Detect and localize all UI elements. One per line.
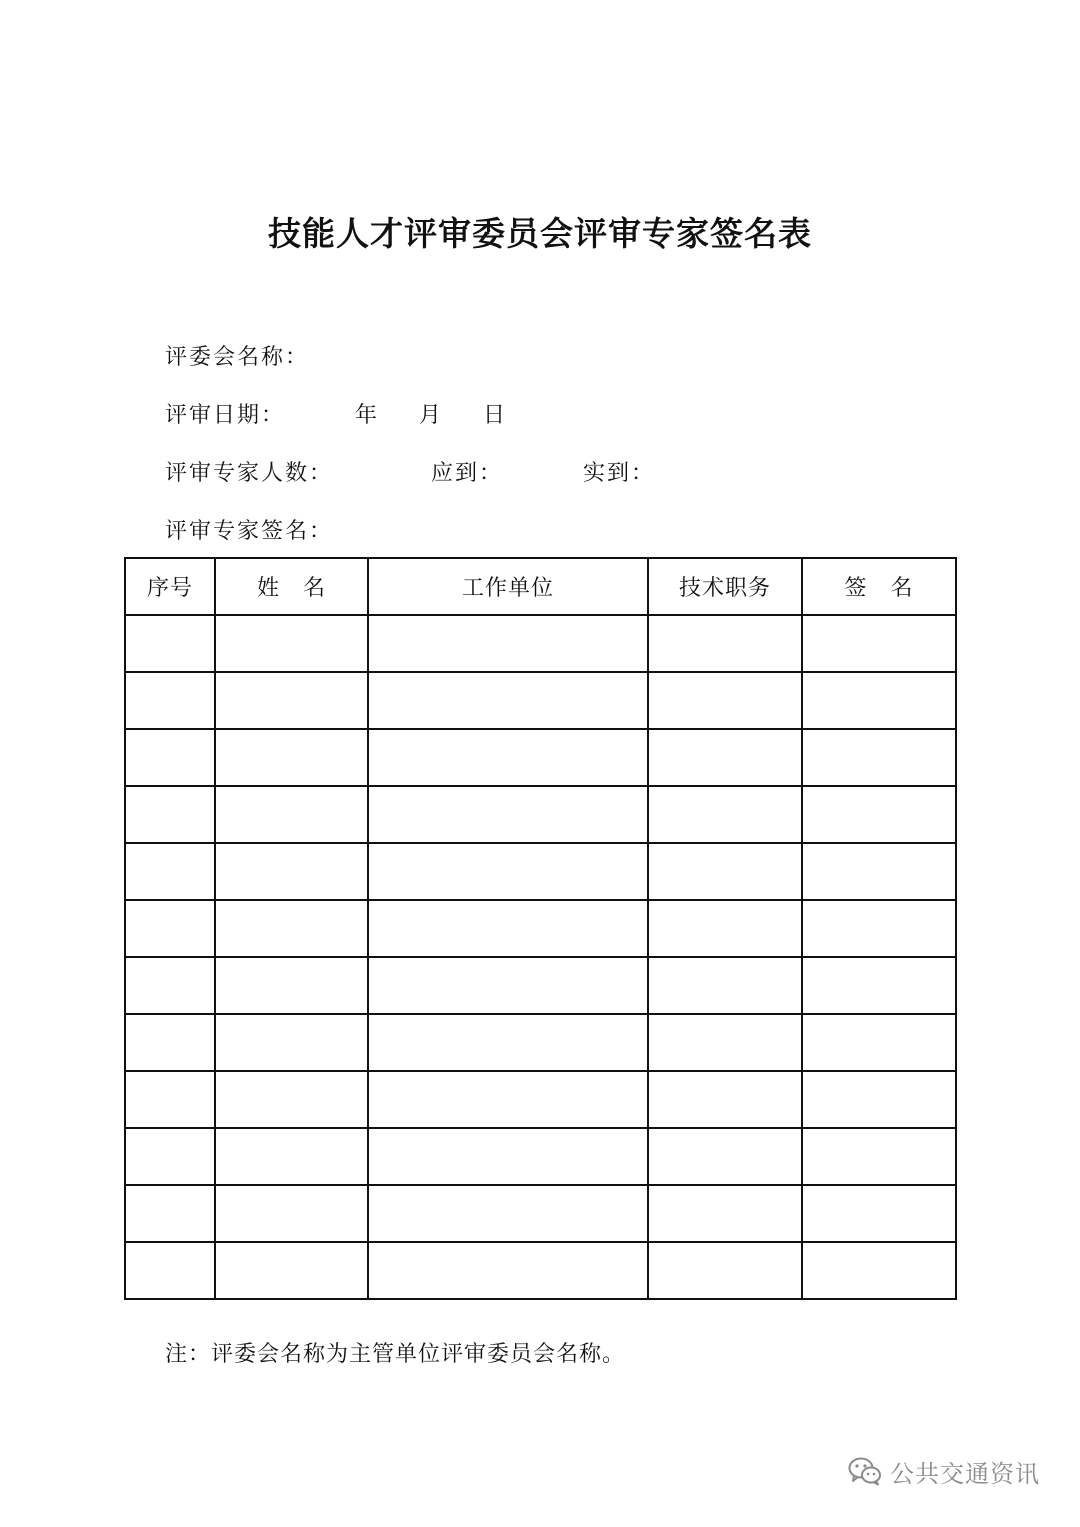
cell-technical-title	[648, 1128, 802, 1185]
cell-name	[215, 615, 368, 672]
cell-work-unit	[368, 1242, 648, 1299]
cell-serial	[125, 957, 215, 1014]
cell-work-unit	[368, 786, 648, 843]
date-year-label: 年	[355, 403, 380, 428]
cell-technical-title	[648, 1014, 802, 1071]
signature-table	[124, 557, 957, 1300]
table-row	[125, 957, 956, 1014]
cell-technical-title	[648, 1242, 802, 1299]
cell-signature	[802, 843, 956, 900]
header-technical-title: 技术职务	[648, 558, 802, 615]
cell-work-unit	[368, 615, 648, 672]
cell-work-unit	[368, 729, 648, 786]
cell-technical-title	[648, 1071, 802, 1128]
cell-work-unit	[368, 1128, 648, 1185]
cell-technical-title	[648, 957, 802, 1014]
cell-serial	[125, 1185, 215, 1242]
table-header-row	[125, 558, 956, 615]
cell-signature	[802, 900, 956, 957]
cell-signature	[802, 729, 956, 786]
header-serial: 序号	[125, 558, 215, 615]
cell-name	[215, 786, 368, 843]
cell-technical-title	[648, 1185, 802, 1242]
table-row	[125, 729, 956, 786]
cell-signature	[802, 1242, 956, 1299]
cell-work-unit	[368, 672, 648, 729]
cell-serial	[125, 672, 215, 729]
header-name: 姓 名	[215, 558, 368, 615]
table-body	[125, 615, 956, 1299]
date-month-label: 月	[419, 403, 444, 428]
table-row	[125, 615, 956, 672]
header-signature: 签 名	[802, 558, 956, 615]
cell-technical-title	[648, 729, 802, 786]
cell-serial	[125, 1014, 215, 1071]
cell-technical-title	[648, 900, 802, 957]
cell-work-unit	[368, 900, 648, 957]
cell-name	[215, 1185, 368, 1242]
table-row	[125, 1185, 956, 1242]
cell-signature	[802, 1071, 956, 1128]
table-row	[125, 843, 956, 900]
cell-technical-title	[648, 615, 802, 672]
page-title: 技能人才评审委员会评审专家签名表	[268, 214, 812, 253]
cell-name	[215, 900, 368, 957]
cell-name	[215, 843, 368, 900]
cell-work-unit	[368, 957, 648, 1014]
cell-work-unit	[368, 1014, 648, 1071]
cell-work-unit	[368, 843, 648, 900]
table-row	[125, 1128, 956, 1185]
expert-signature-label: 评审专家签名：	[165, 519, 334, 544]
table-row	[125, 900, 956, 957]
cell-work-unit	[368, 1185, 648, 1242]
cell-name	[215, 1071, 368, 1128]
date-day-label: 日	[483, 403, 508, 428]
cell-signature	[802, 1014, 956, 1071]
cell-serial	[125, 786, 215, 843]
table-row	[125, 672, 956, 729]
expert-count-label: 评审专家人数：	[165, 461, 334, 486]
cell-signature	[802, 1185, 956, 1242]
expert-signature-field	[165, 514, 333, 545]
cell-serial	[125, 729, 215, 786]
cell-serial	[125, 843, 215, 900]
table-row	[125, 1014, 956, 1071]
expected-count-label: 应到：	[431, 461, 504, 486]
cell-name	[215, 672, 368, 729]
cell-name	[215, 729, 368, 786]
cell-serial	[125, 615, 215, 672]
expert-count-field	[165, 456, 685, 486]
committee-name-field	[165, 340, 309, 371]
cell-technical-title	[648, 672, 802, 729]
table-row	[125, 1071, 956, 1128]
committee-name-label: 评委会名称：	[165, 345, 310, 370]
header-work-unit: 工作单位	[368, 558, 648, 615]
cell-serial	[125, 900, 215, 957]
actual-count-label: 实到：	[583, 461, 656, 486]
review-date-field	[165, 398, 565, 428]
cell-name	[215, 957, 368, 1014]
cell-signature	[802, 1128, 956, 1185]
cell-serial	[125, 1128, 215, 1185]
wechat-icon	[848, 1456, 882, 1486]
footnote: 注：评委会名称为主管单位评审委员会名称。	[165, 1342, 626, 1367]
cell-signature	[802, 957, 956, 1014]
watermark-text: 公共交通资讯	[890, 1459, 1040, 1488]
table-row	[125, 1242, 956, 1299]
cell-name	[215, 1014, 368, 1071]
cell-serial	[125, 1242, 215, 1299]
cell-technical-title	[648, 843, 802, 900]
cell-signature	[802, 615, 956, 672]
cell-name	[215, 1242, 368, 1299]
cell-name	[215, 1128, 368, 1185]
cell-technical-title	[648, 786, 802, 843]
cell-serial	[125, 1071, 215, 1128]
cell-work-unit	[368, 1071, 648, 1128]
cell-signature	[802, 672, 956, 729]
review-date-label: 评审日期：	[165, 403, 286, 428]
cell-signature	[802, 786, 956, 843]
watermark	[848, 1451, 1040, 1491]
table-row	[125, 786, 956, 843]
